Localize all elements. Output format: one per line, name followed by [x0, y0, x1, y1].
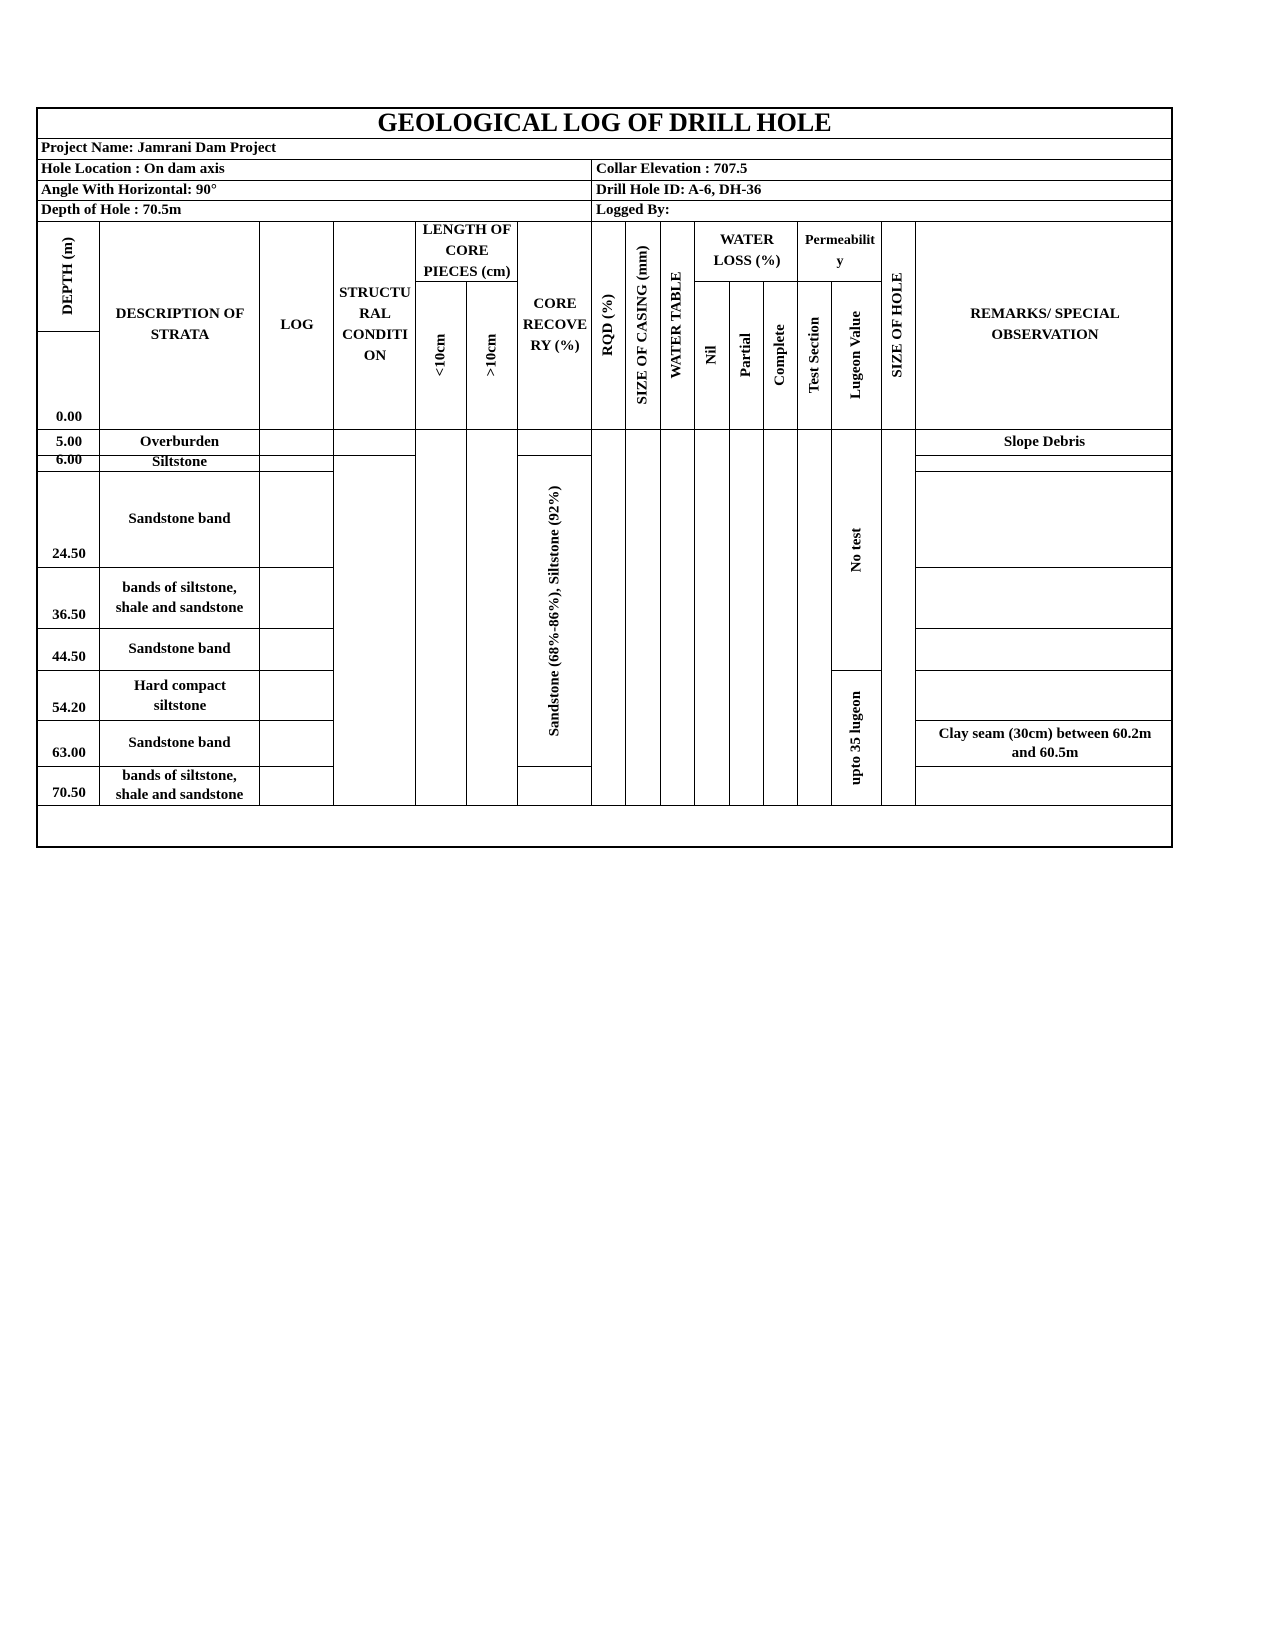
log-header: LOG — [280, 316, 314, 333]
depth-value: 54.20 — [52, 700, 86, 716]
hole-size-header: SIZE OF HOLE — [890, 272, 906, 378]
water-table-header: WATER TABLE — [669, 271, 685, 379]
page-title: GEOLOGICAL LOG OF DRILL HOLE — [377, 108, 832, 137]
strata-description: bands of siltstone, shale and sandstone — [115, 768, 244, 803]
strata-description: Sandstone band — [128, 511, 231, 527]
collar-elevation: Collar Elevation : 707.5 — [596, 161, 748, 177]
depth-value: 24.50 — [52, 546, 86, 562]
lt10-header: <10cm — [432, 333, 449, 377]
strata-description: Sandstone band — [128, 735, 231, 751]
permeability-header: Permeabilit y — [805, 233, 875, 269]
structural-condition-header: STRUCTU RAL CONDITI ON — [339, 285, 411, 364]
depth-of-hole: Depth of Hole : 70.5m — [41, 202, 182, 218]
core-recovery-header: CORE RECOVE RY (%) — [522, 295, 588, 354]
strata-description: Sandstone band — [128, 641, 231, 657]
rqd-header: RQD (%) — [600, 293, 617, 357]
project-name: Project Name: Jamrani Dam Project — [41, 140, 277, 156]
angle-with-horizontal: Angle With Horizontal: 90° — [41, 182, 217, 198]
depth-value: 44.50 — [52, 649, 86, 665]
remarks-header: REMARKS/ SPECIAL OBSERVATION — [970, 306, 1120, 343]
depth-header: DEPTH (m) — [59, 237, 76, 315]
casing-size-header: SIZE OF CASING (mm) — [634, 245, 651, 405]
depth-value: 70.50 — [52, 785, 86, 801]
start-depth: 0.00 — [55, 409, 83, 425]
description-header: DESCRIPTION OF STRATA — [115, 306, 245, 343]
strata-description: Overburden — [139, 434, 220, 450]
depth-value: 63.00 — [52, 745, 86, 761]
lugeon-note: No test — [847, 527, 864, 573]
strata-description: bands of siltstone, shale and sandstone — [115, 579, 244, 616]
remark-text: Slope Debris — [1003, 434, 1086, 450]
gt10-header: >10cm — [483, 333, 500, 377]
core-length-header: LENGTH OF CORE PIECES (cm) — [422, 221, 512, 280]
depth-value: 6.00 — [55, 452, 83, 468]
strata-description: Siltstone — [151, 454, 207, 470]
remark-text: Clay seam (30cm) between 60.2m and 60.5m — [938, 725, 1152, 761]
hole-location: Hole Location : On dam axis — [41, 161, 225, 177]
nil-header: Nil — [703, 345, 720, 365]
partial-header: Partial — [738, 332, 754, 378]
test-section-header: Test Section — [806, 316, 822, 394]
water-loss-header: WATER LOSS (%) — [713, 232, 781, 269]
logged-by: Logged By: — [596, 202, 670, 218]
lugeon-note: upto 35 lugeon — [848, 690, 865, 785]
complete-header: Complete — [772, 324, 788, 386]
depth-value: 36.50 — [52, 607, 86, 623]
depth-value: 5.00 — [55, 434, 83, 450]
strata-description: Hard compact siltstone — [133, 677, 227, 714]
lugeon-value-header: Lugeon Value — [848, 311, 865, 399]
drill-hole-id: Drill Hole ID: A-6, DH-36 — [596, 182, 762, 198]
core-recovery-note: Sandstone (68%-86%), Siltstone (92%) — [546, 485, 562, 736]
